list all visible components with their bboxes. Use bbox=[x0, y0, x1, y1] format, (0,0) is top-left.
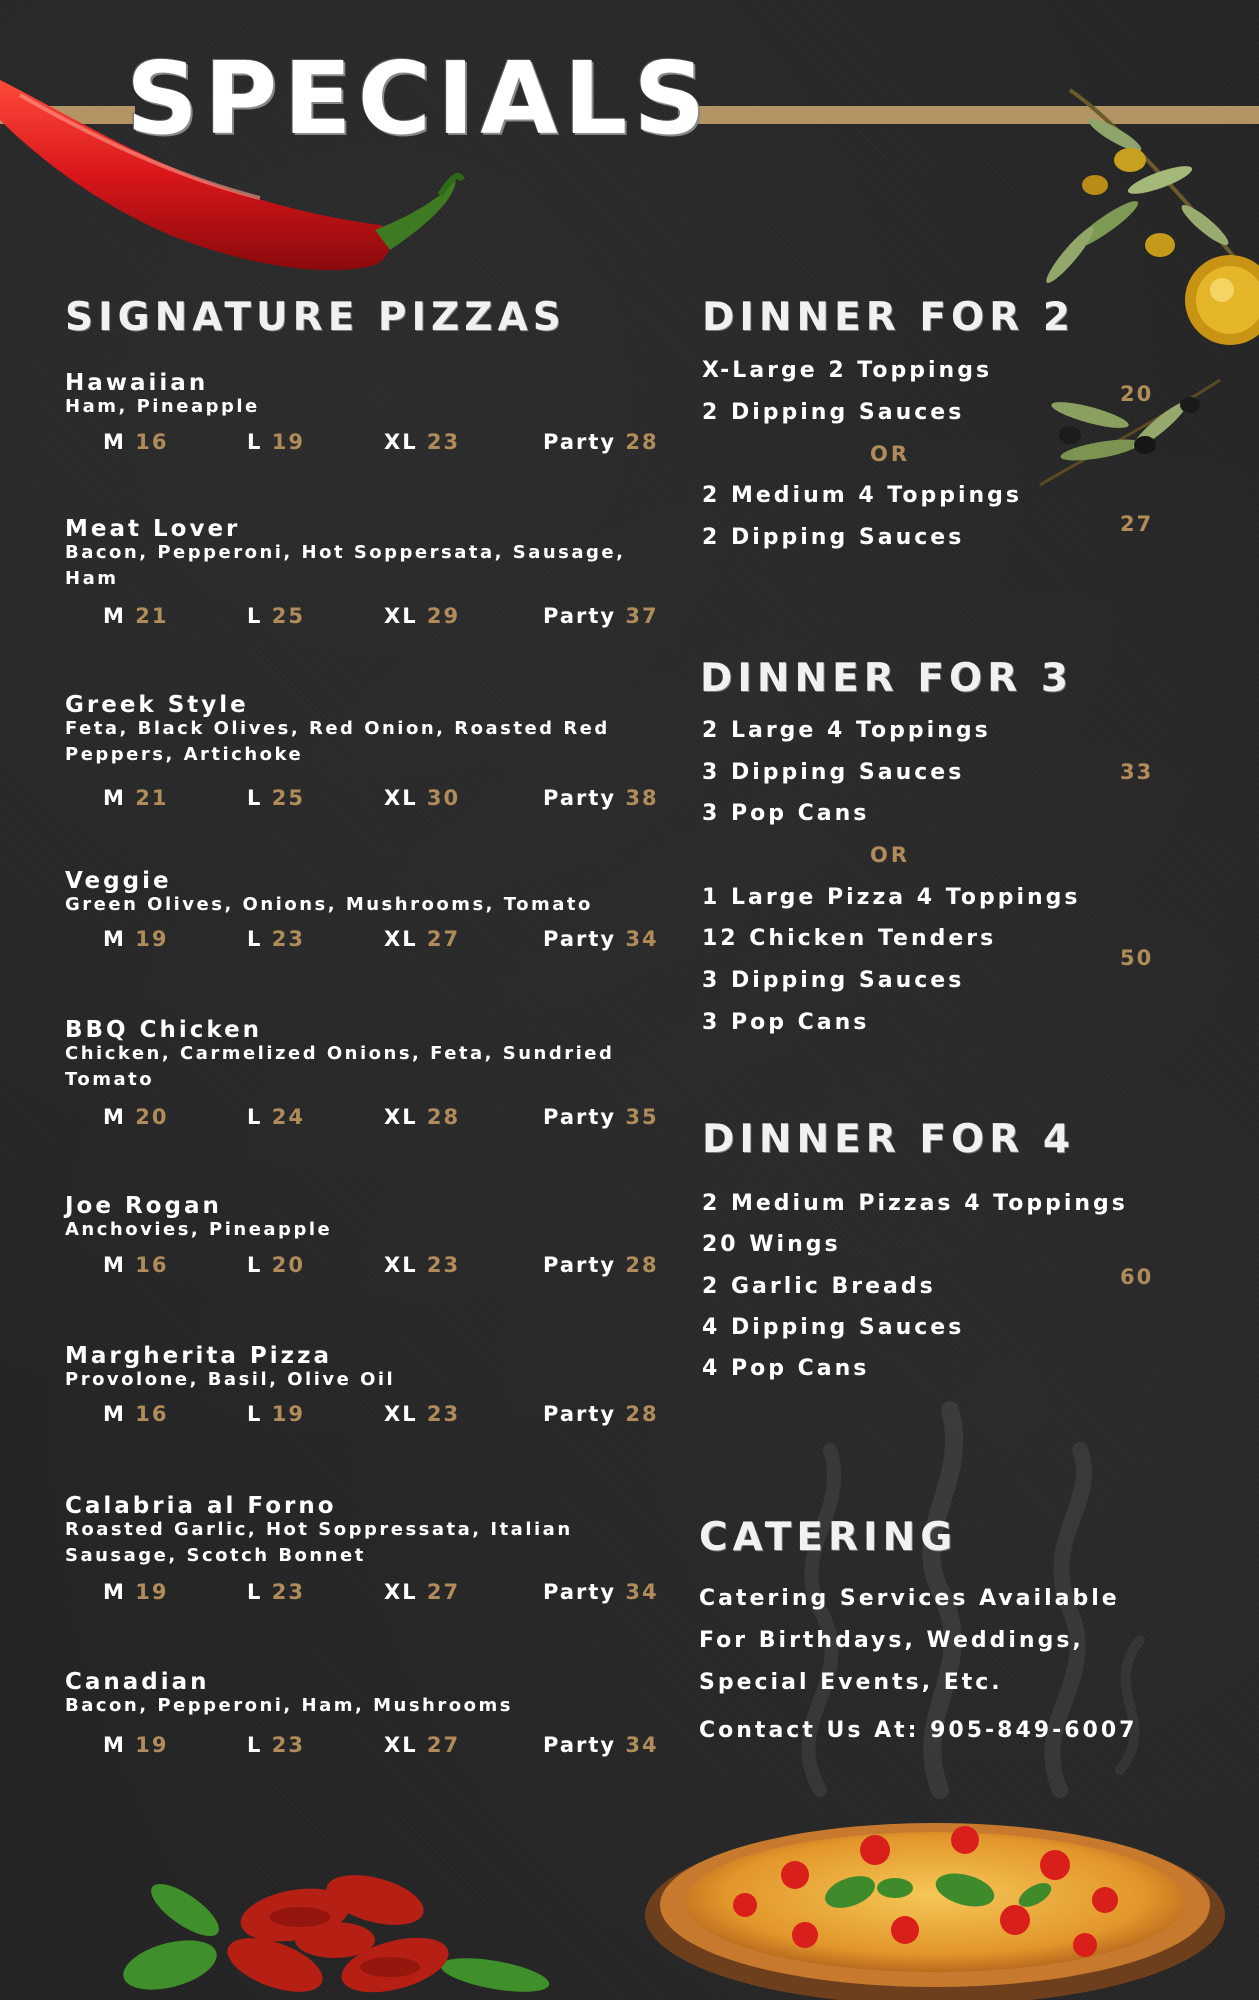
dinner3-price-2: 50 bbox=[1120, 946, 1154, 970]
size-label: L bbox=[247, 430, 263, 454]
size-label: XL bbox=[384, 1253, 418, 1277]
size-label: Party bbox=[543, 1253, 617, 1277]
dinner-for-3-heading: DINNER FOR 3 bbox=[700, 656, 1073, 701]
price-xl bbox=[384, 1733, 460, 1757]
size-price: 23 bbox=[426, 1402, 461, 1426]
price-l bbox=[247, 927, 305, 951]
pizza-name: Canadian bbox=[65, 1669, 210, 1695]
price-xl bbox=[384, 1253, 460, 1277]
size-label: M bbox=[103, 604, 126, 628]
signature-pizzas-heading: SIGNATURE PIZZAS bbox=[65, 295, 566, 340]
pizza-toppings: Green Olives, Onions, Mushrooms, Tomato bbox=[65, 894, 593, 915]
pizza-toppings: Provolone, Basil, Olive Oil bbox=[65, 1369, 396, 1390]
size-label: L bbox=[247, 604, 263, 628]
pizza-name: Margherita Pizza bbox=[65, 1343, 332, 1369]
dinner3-line: 3 Dipping Sauces bbox=[702, 968, 965, 993]
size-price: 20 bbox=[271, 1253, 305, 1277]
size-label: XL bbox=[384, 1105, 418, 1129]
dinner2-price-1: 20 bbox=[1120, 382, 1154, 406]
size-price: 24 bbox=[271, 1105, 305, 1129]
dinner2-line: 2 Dipping Sauces bbox=[702, 525, 965, 550]
sundried-tomatoes-image bbox=[115, 1855, 565, 2000]
size-price: 25 bbox=[271, 786, 305, 810]
dinner2-line: 2 Dipping Sauces bbox=[702, 400, 965, 425]
size-label: L bbox=[247, 927, 263, 951]
size-price: 27 bbox=[426, 1580, 461, 1604]
dinner3-or: OR bbox=[870, 843, 911, 867]
size-label: L bbox=[247, 1253, 263, 1277]
price-m bbox=[103, 1733, 168, 1757]
pizza-name: Meat Lover bbox=[65, 516, 241, 542]
dinner2-or: OR bbox=[870, 442, 911, 466]
size-label: L bbox=[247, 1580, 263, 1604]
size-price: 28 bbox=[426, 1105, 461, 1129]
dinner-for-2-heading: DINNER FOR 2 bbox=[702, 295, 1075, 340]
dinner4-line: 2 Garlic Breads bbox=[702, 1274, 936, 1299]
size-label: M bbox=[103, 1105, 126, 1129]
price-xl bbox=[384, 1402, 460, 1426]
olive-branch-image bbox=[1010, 85, 1259, 385]
price-m bbox=[103, 1253, 168, 1277]
size-price: 19 bbox=[135, 1733, 169, 1757]
size-label: Party bbox=[543, 604, 617, 628]
price-xl bbox=[384, 430, 460, 454]
size-price: 21 bbox=[135, 786, 169, 810]
size-label: Party bbox=[543, 1580, 617, 1604]
size-label: L bbox=[247, 1402, 263, 1426]
price-l bbox=[247, 1580, 305, 1604]
size-price: 20 bbox=[135, 1105, 169, 1129]
pizza-toppings: Roasted Garlic, Hot Soppressata, Italian Sausage, Scotch Bonnet bbox=[65, 1519, 573, 1566]
price-m bbox=[103, 604, 168, 628]
size-label: XL bbox=[384, 604, 418, 628]
price-party bbox=[543, 1733, 659, 1757]
price-l bbox=[247, 1105, 305, 1129]
size-price: 16 bbox=[135, 1402, 169, 1426]
catering-line: Catering Services Available bbox=[699, 1586, 1120, 1611]
price-m bbox=[103, 1402, 168, 1426]
size-price: 16 bbox=[135, 1253, 169, 1277]
price-l bbox=[247, 1733, 305, 1757]
pizza-toppings: Chicken, Carmelized Onions, Feta, Sundried Tomato bbox=[65, 1043, 615, 1090]
size-label: M bbox=[103, 1253, 126, 1277]
dinner3-price-1: 33 bbox=[1120, 760, 1154, 784]
catering-line: Special Events, Etc. bbox=[699, 1670, 1003, 1695]
size-price: 23 bbox=[271, 1580, 305, 1604]
price-xl bbox=[384, 786, 460, 810]
size-price: 25 bbox=[271, 604, 305, 628]
pizza-toppings: Ham, Pineapple bbox=[65, 396, 260, 417]
size-price: 34 bbox=[625, 1733, 659, 1757]
dinner2-line: 2 Medium 4 Toppings bbox=[702, 483, 1023, 508]
size-label: XL bbox=[384, 1733, 418, 1757]
size-label: XL bbox=[384, 1580, 418, 1604]
dinner3-line: 2 Large 4 Toppings bbox=[702, 718, 991, 743]
price-l bbox=[247, 1253, 305, 1277]
dinner2-line: X-Large 2 Toppings bbox=[702, 358, 993, 383]
dinner4-line: 20 Wings bbox=[702, 1232, 841, 1257]
catering-line: For Birthdays, Weddings, bbox=[699, 1628, 1084, 1653]
size-price: 29 bbox=[426, 604, 461, 628]
dinner4-price: 60 bbox=[1120, 1265, 1154, 1289]
size-label: L bbox=[247, 1733, 263, 1757]
dinner4-line: 4 Dipping Sauces bbox=[702, 1315, 965, 1340]
price-xl bbox=[384, 1580, 460, 1604]
size-label: Party bbox=[543, 786, 617, 810]
size-price: 27 bbox=[426, 927, 461, 951]
pizza-name: Calabria al Forno bbox=[65, 1493, 337, 1519]
price-party bbox=[543, 1105, 659, 1129]
size-price: 27 bbox=[426, 1733, 461, 1757]
size-label: M bbox=[103, 786, 126, 810]
pizza-toppings: Bacon, Pepperoni, Hot Soppersata, Sausage, Ham bbox=[65, 542, 626, 589]
size-label: XL bbox=[384, 786, 418, 810]
dinner4-line: 4 Pop Cans bbox=[702, 1356, 870, 1381]
size-label: XL bbox=[384, 927, 418, 951]
size-label: M bbox=[103, 1733, 126, 1757]
price-m bbox=[103, 1580, 168, 1604]
dinner-for-4-heading: DINNER FOR 4 bbox=[702, 1117, 1075, 1162]
dinner3-line: 3 Pop Cans bbox=[702, 1010, 870, 1035]
pizza-toppings: Bacon, Pepperoni, Ham, Mushrooms bbox=[65, 1695, 513, 1716]
size-price: 19 bbox=[135, 927, 169, 951]
page-title: SPECIALS bbox=[126, 40, 712, 157]
size-price: 35 bbox=[625, 1105, 659, 1129]
price-l bbox=[247, 604, 305, 628]
size-label: M bbox=[103, 1402, 126, 1426]
size-price: 30 bbox=[426, 786, 461, 810]
dinner3-line: 3 Dipping Sauces bbox=[702, 760, 965, 785]
size-price: 23 bbox=[426, 430, 461, 454]
price-m bbox=[103, 430, 168, 454]
size-label: M bbox=[103, 1580, 126, 1604]
size-price: 28 bbox=[625, 1402, 659, 1426]
price-party bbox=[543, 1402, 659, 1426]
size-label: Party bbox=[543, 927, 617, 951]
dinner2-price-2: 27 bbox=[1120, 512, 1154, 536]
size-price: 23 bbox=[426, 1253, 461, 1277]
price-party bbox=[543, 604, 659, 628]
pizza-name: Veggie bbox=[65, 868, 172, 894]
size-label: Party bbox=[543, 1733, 617, 1757]
size-price: 19 bbox=[271, 430, 305, 454]
size-label: Party bbox=[543, 1105, 617, 1129]
size-label: M bbox=[103, 927, 126, 951]
pizza-name: Greek Style bbox=[65, 692, 249, 718]
pizza-name: Joe Rogan bbox=[65, 1193, 222, 1219]
pizza-image bbox=[635, 1780, 1225, 2000]
size-price: 23 bbox=[271, 927, 305, 951]
size-label: M bbox=[103, 430, 126, 454]
dinner3-line: 3 Pop Cans bbox=[702, 801, 870, 826]
size-price: 19 bbox=[271, 1402, 305, 1426]
catering-heading: CATERING bbox=[699, 1515, 958, 1560]
dinner3-line: 12 Chicken Tenders bbox=[702, 926, 997, 951]
price-xl bbox=[384, 927, 460, 951]
pizza-toppings: Anchovies, Pineapple bbox=[65, 1219, 333, 1240]
size-price: 16 bbox=[135, 430, 169, 454]
size-label: L bbox=[247, 786, 263, 810]
dinner4-line: 2 Medium Pizzas 4 Toppings bbox=[702, 1191, 1128, 1216]
size-price: 23 bbox=[271, 1733, 305, 1757]
size-price: 38 bbox=[625, 786, 659, 810]
price-l bbox=[247, 430, 305, 454]
size-price: 28 bbox=[625, 430, 659, 454]
size-label: XL bbox=[384, 1402, 418, 1426]
size-price: 21 bbox=[135, 604, 169, 628]
price-m bbox=[103, 1105, 168, 1129]
price-party bbox=[543, 1253, 659, 1277]
size-label: XL bbox=[384, 430, 418, 454]
size-price: 34 bbox=[625, 1580, 659, 1604]
price-l bbox=[247, 1402, 305, 1426]
size-price: 28 bbox=[625, 1253, 659, 1277]
pizza-toppings: Feta, Black Olives, Red Onion, Roasted Red Peppers, Artichoke bbox=[65, 718, 610, 765]
pizza-name: BBQ Chicken bbox=[65, 1017, 263, 1043]
price-party bbox=[543, 786, 659, 810]
price-xl bbox=[384, 1105, 460, 1129]
size-label: Party bbox=[543, 430, 617, 454]
price-party bbox=[543, 927, 659, 951]
size-label: Party bbox=[543, 1402, 617, 1426]
catering-contact: Contact Us At: 905-849-6007 bbox=[699, 1718, 1138, 1743]
pizza-name: Hawaiian bbox=[65, 370, 209, 396]
price-xl bbox=[384, 604, 460, 628]
price-m bbox=[103, 786, 168, 810]
price-party bbox=[543, 430, 659, 454]
price-l bbox=[247, 786, 305, 810]
size-price: 34 bbox=[625, 927, 659, 951]
size-price: 19 bbox=[135, 1580, 169, 1604]
price-party bbox=[543, 1580, 659, 1604]
size-price: 37 bbox=[625, 604, 659, 628]
dinner3-line: 1 Large Pizza 4 Toppings bbox=[702, 885, 1081, 910]
price-m bbox=[103, 927, 168, 951]
size-label: L bbox=[247, 1105, 263, 1129]
